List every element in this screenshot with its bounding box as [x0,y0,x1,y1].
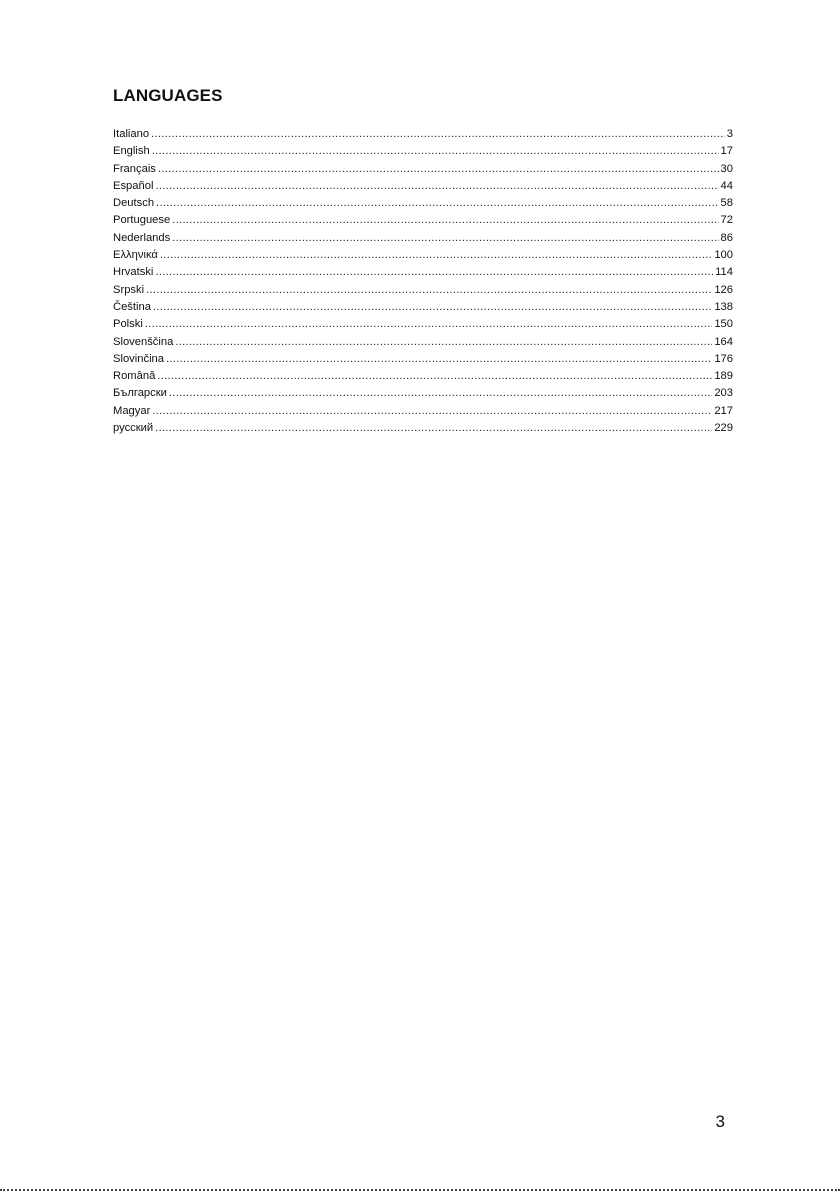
dot-leader [172,230,718,247]
toc-entry-label: Portuguese [113,214,171,227]
toc-entry-page: 58 [720,197,733,210]
toc-entry-page: 176 [714,352,733,365]
toc-entry-label: Hrvatski [113,266,154,279]
toc-entry[interactable] [113,299,733,316]
dot-leader [172,212,718,229]
toc-entry[interactable] [113,143,733,160]
toc-entry-label: Français [113,162,156,175]
toc-entry[interactable] [113,316,733,333]
toc-entry-page: 44 [720,179,733,192]
dot-leader [153,299,712,316]
table-of-contents [113,126,733,437]
toc-entry-page: 86 [720,231,733,244]
dot-leader [146,282,712,299]
toc-entry-page: 3 [726,128,733,140]
toc-entry[interactable] [113,282,733,299]
dot-leader [156,195,719,212]
dot-leader [158,161,719,178]
toc-entry[interactable] [113,420,733,437]
toc-entry[interactable] [113,264,733,281]
toc-entry-label: Español [113,179,154,192]
toc-entry-page: 217 [714,404,733,417]
toc-entry-label: Български [113,387,167,400]
dot-leader [152,143,719,160]
dot-leader [160,247,712,264]
toc-entry[interactable] [113,351,733,368]
toc-entry[interactable] [113,385,733,402]
dot-leader [155,420,712,437]
page-bottom-edge [0,1189,840,1193]
toc-entry-page: 229 [714,422,733,435]
toc-entry-page: 126 [714,283,733,296]
toc-entry[interactable] [113,126,733,143]
toc-entry[interactable] [113,230,733,247]
toc-entry-label: Polski [113,318,143,331]
toc-entry-page: 138 [714,300,733,313]
toc-entry-page: 100 [714,249,733,262]
toc-entry-page: 164 [714,335,733,348]
toc-entry-label: русский [113,422,154,435]
toc-entry-label: English [113,145,150,158]
toc-entry-label: Srpski [113,283,145,296]
dot-leader [157,368,712,385]
toc-entry[interactable] [113,212,733,229]
toc-entry-label: Slovinčina [113,352,164,365]
toc-entry-label: Nederlands [113,231,171,244]
toc-entry-page: 72 [720,214,733,227]
toc-entry-label: Slovenščina [113,335,174,348]
page-number: 3 [715,1112,725,1131]
dot-leader [166,351,712,368]
toc-entry[interactable] [113,195,733,212]
toc-entry-label: Română [113,370,156,383]
toc-entry[interactable] [113,178,733,195]
toc-entry[interactable] [113,247,733,264]
toc-entry[interactable] [113,368,733,385]
toc-entry-page: 114 [715,266,733,279]
toc-entry-page: 189 [714,370,733,383]
toc-entry[interactable] [113,403,733,420]
toc-entry-label: Deutsch [113,197,155,210]
page-title: LANGUAGES [113,86,223,105]
dot-leader [155,264,713,281]
toc-entry[interactable] [113,334,733,351]
toc-entry-label: Ελληνικά [113,249,158,262]
toc-entry-label: Čeština [113,300,151,313]
toc-entry[interactable] [113,161,733,178]
dot-leader [145,316,712,333]
toc-entry-page: 203 [714,387,733,400]
dot-leader [155,178,718,195]
dot-leader [169,385,712,402]
toc-entry-label: Italiano [113,128,150,140]
toc-entry-label: Magyar [113,404,151,417]
dot-leader [152,403,712,420]
dot-leader [175,334,712,351]
toc-entry-page: 17 [720,145,733,158]
toc-entry-page: 30 [720,162,733,175]
toc-entry-page: 150 [714,318,733,331]
dot-leader [151,126,725,143]
